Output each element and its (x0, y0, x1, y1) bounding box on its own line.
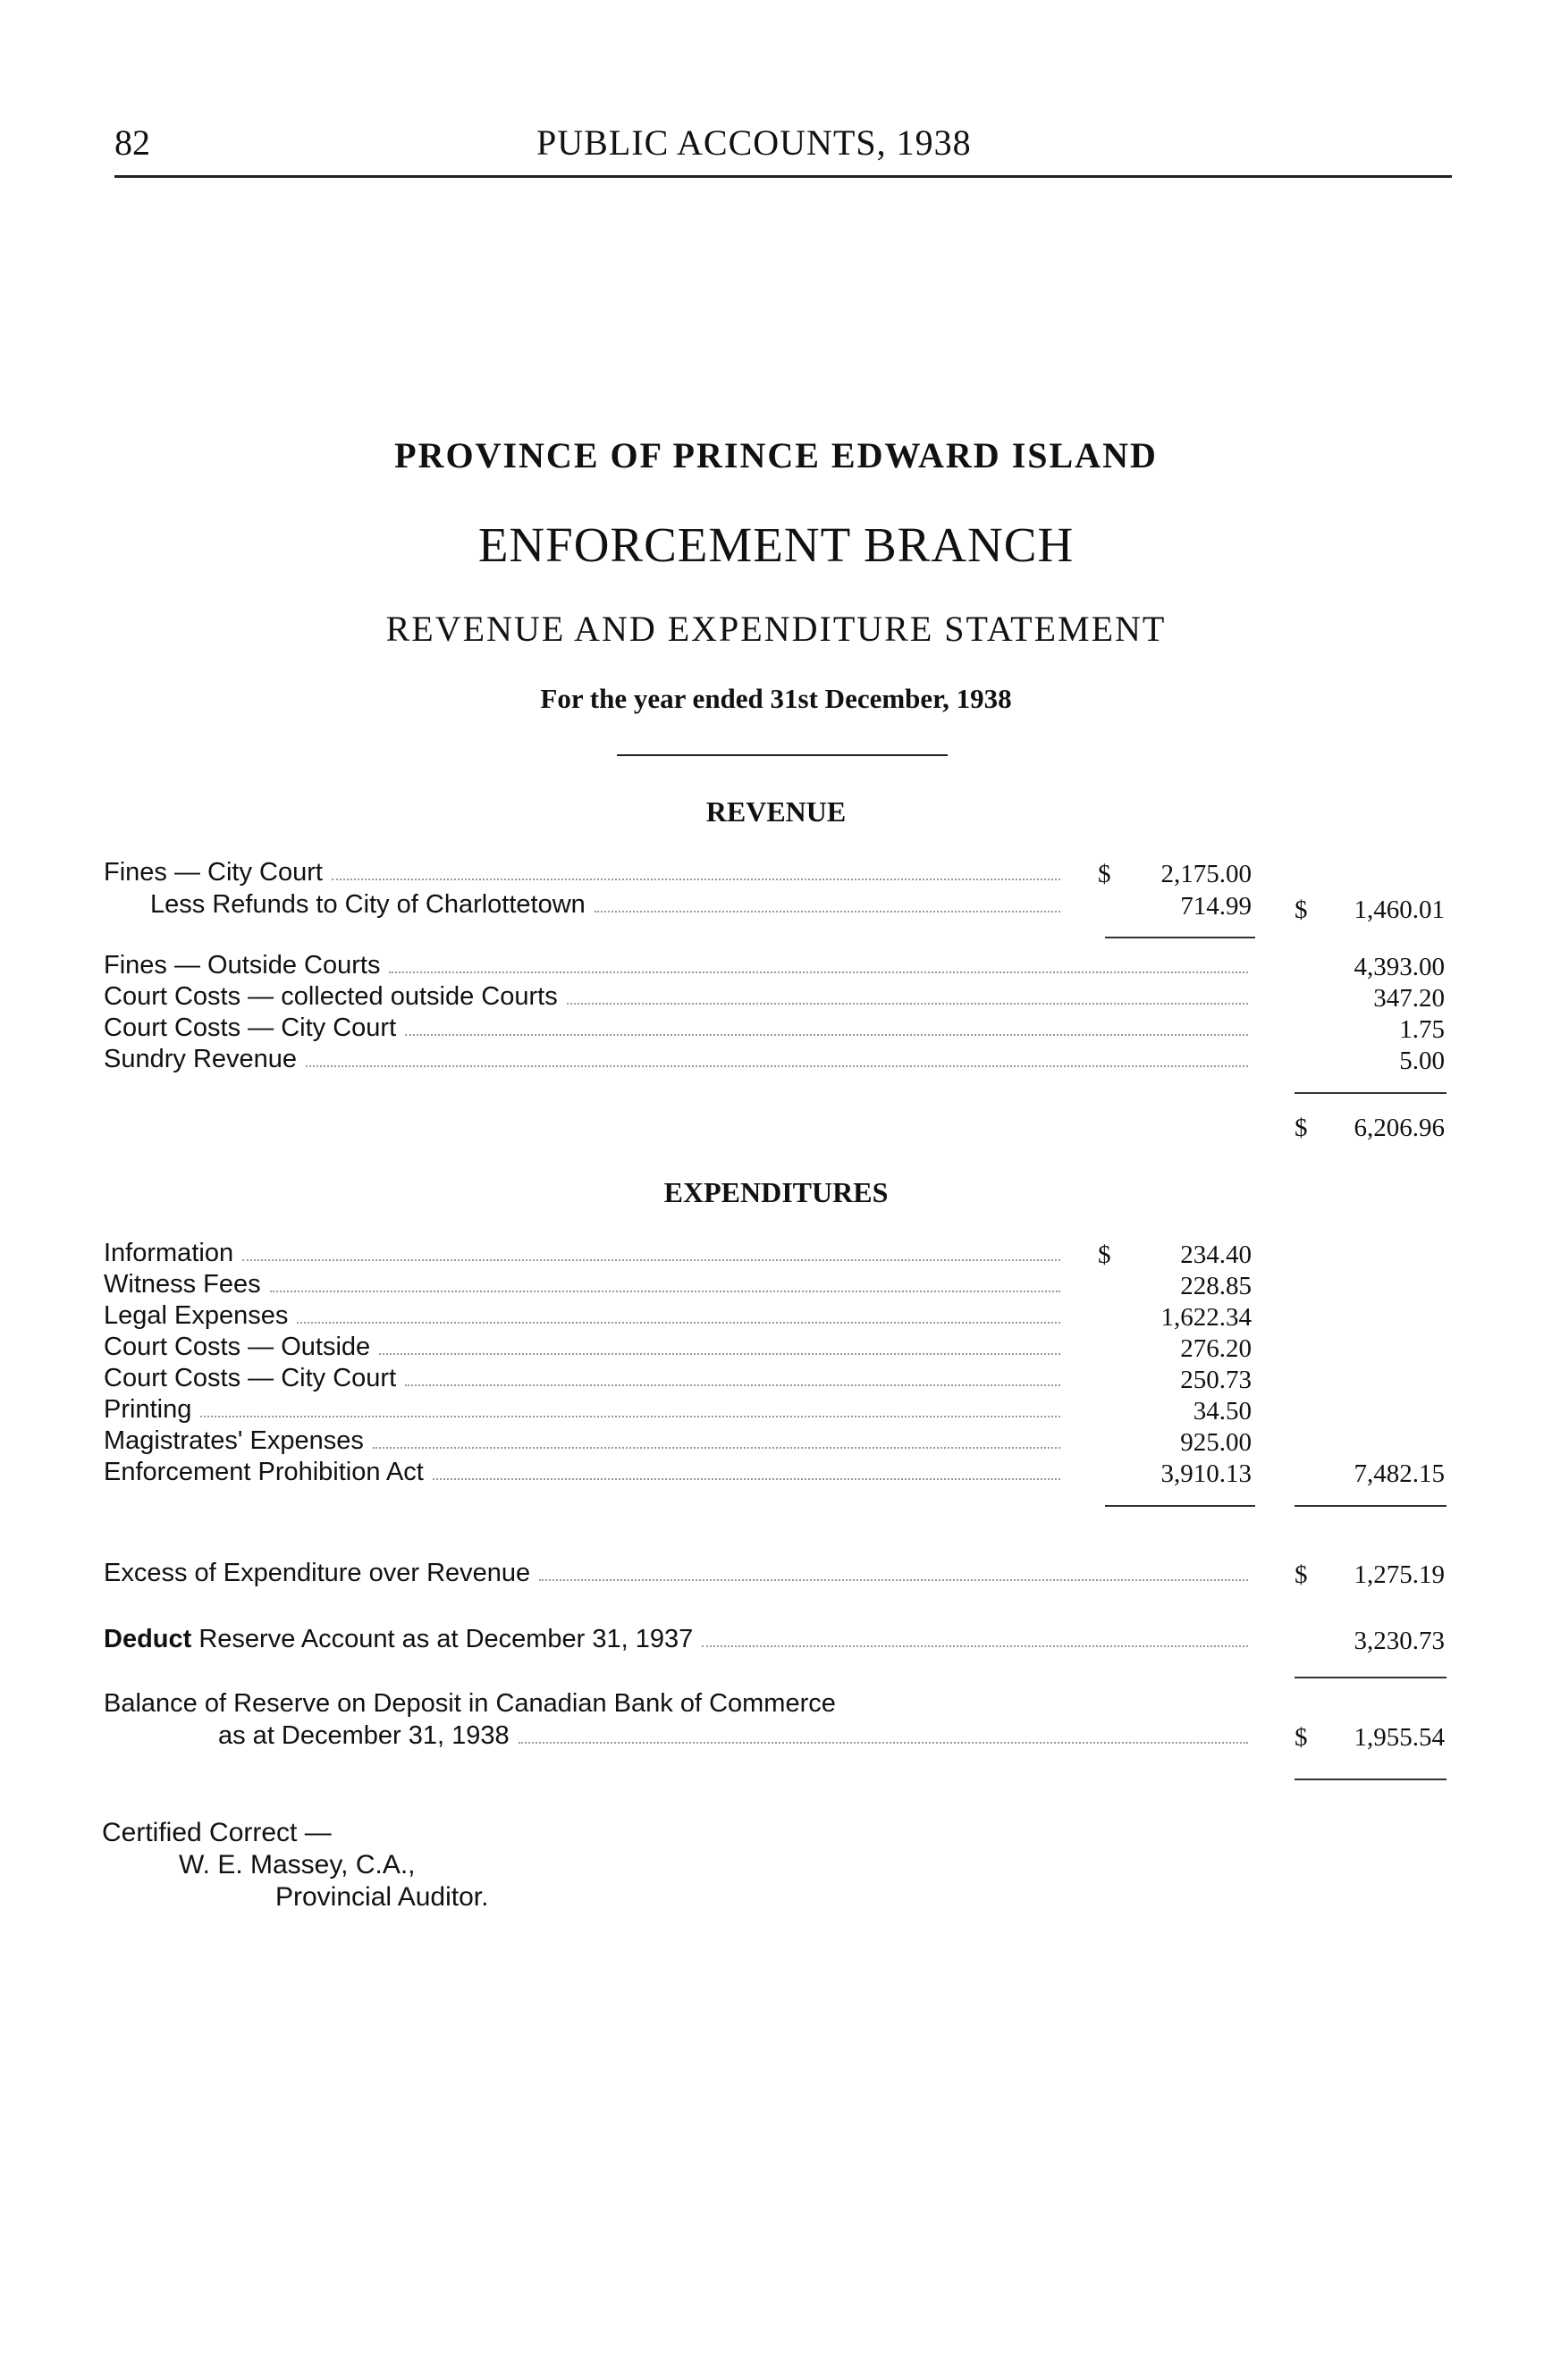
leader-dots (519, 1742, 1248, 1744)
amount-refunds: 714.99 (1180, 892, 1252, 921)
expenditure-row (104, 1395, 1069, 1427)
expenditures-total: 7,482.15 (1354, 1459, 1445, 1488)
deduct-keyword: Deduct (104, 1625, 192, 1653)
currency-symbol: $ (1295, 1114, 1308, 1142)
expenditure-amount: 234.40 (1180, 1240, 1252, 1269)
row-label: Court Costs — Outside (104, 1333, 371, 1361)
page-number: 82 (114, 122, 150, 163)
balance-label-line1 (104, 1689, 1087, 1721)
revenue-amount: 347.20 (1373, 984, 1445, 1013)
expenditure-row (104, 1458, 1069, 1490)
revenue-row-city-court (104, 858, 1069, 890)
row-label: as at December 31, 1938 (218, 1721, 510, 1750)
row-label: Court Costs — City Court (104, 1013, 397, 1042)
expenditure-row (104, 1301, 1069, 1333)
balance-row (218, 1721, 1257, 1753)
row-label: Witness Fees (104, 1270, 261, 1299)
revenue-total: 6,206.96 (1354, 1114, 1445, 1142)
leader-dots (200, 1416, 1060, 1417)
revenue-amount: 1.75 (1399, 1015, 1445, 1044)
deduct-description: Reserve Account as at December 31, 1937 (198, 1625, 694, 1653)
balance-amount: 1,955.54 (1354, 1723, 1445, 1752)
leader-dots (379, 1353, 1060, 1355)
expenditure-row (104, 1426, 1069, 1459)
expenditure-amount: 3,910.13 (1160, 1459, 1252, 1488)
revenue-row (104, 951, 1257, 983)
subtotal-rule (1295, 1677, 1447, 1678)
expenditure-amount: 925.00 (1180, 1428, 1252, 1457)
expenditure-amount: 34.50 (1193, 1397, 1252, 1425)
leader-dots (539, 1579, 1248, 1581)
currency-symbol: $ (1098, 860, 1111, 888)
row-label (104, 1625, 693, 1654)
province-title: PROVINCE OF PRINCE EDWARD ISLAND (394, 435, 1158, 475)
leader-dots (405, 1034, 1248, 1036)
leader-dots (270, 1291, 1060, 1292)
final-rule (1295, 1779, 1447, 1780)
row-label: Fines — City Court (104, 858, 323, 887)
expenditure-amount: 1,622.34 (1160, 1303, 1252, 1332)
excess-amount: 1,275.19 (1354, 1560, 1445, 1589)
expenditure-amount: 228.85 (1180, 1272, 1252, 1300)
currency-symbol: $ (1098, 1240, 1111, 1269)
certified-correct: Certified Correct — (102, 1818, 332, 1847)
leader-dots (373, 1447, 1060, 1449)
row-label: Printing (104, 1395, 192, 1424)
header-rule (114, 175, 1452, 178)
subtotal-rule (1105, 1505, 1255, 1507)
leader-dots (297, 1322, 1060, 1324)
title-divider (617, 754, 948, 756)
row-label: Enforcement Prohibition Act (104, 1458, 424, 1486)
leader-dots (332, 879, 1060, 880)
revenue-row (104, 1013, 1257, 1046)
expenditure-row (104, 1333, 1069, 1365)
row-label: Information (104, 1239, 234, 1267)
leader-dots (595, 911, 1060, 912)
expenditure-amount: 250.73 (1180, 1366, 1252, 1394)
revenue-amount: 4,393.00 (1354, 953, 1445, 981)
row-label: Court Costs — collected outside Courts (104, 982, 558, 1011)
subtotal-rule (1105, 937, 1255, 938)
revenue-heading: REVENUE (705, 795, 847, 828)
leader-dots (567, 1003, 1248, 1005)
leader-dots (389, 971, 1248, 973)
currency-symbol: $ (1295, 1723, 1308, 1752)
row-label: Excess of Expenditure over Revenue (104, 1559, 531, 1587)
row-label: Court Costs — City Court (104, 1364, 397, 1392)
leader-dots (433, 1478, 1060, 1480)
currency-symbol: $ (1295, 1560, 1308, 1589)
leader-dots (306, 1065, 1248, 1067)
revenue-row-refunds (150, 890, 1069, 922)
expenditure-row (104, 1364, 1069, 1396)
revenue-amount: 5.00 (1399, 1047, 1445, 1075)
amount-net-city-fines: 1,460.01 (1354, 896, 1445, 924)
deduct-amount: 3,230.73 (1354, 1627, 1445, 1655)
currency-symbol: $ (1295, 896, 1308, 924)
statement-title: REVENUE AND EXPENDITURE STATEMENT (385, 609, 1167, 649)
leader-dots (405, 1384, 1060, 1386)
revenue-row (104, 982, 1257, 1014)
row-label: Balance of Reserve on Deposit in Canadian Bank of Commerce (104, 1689, 836, 1718)
auditor-title: Provincial Auditor. (275, 1882, 489, 1912)
revenue-row (104, 1045, 1257, 1077)
running-title: PUBLIC ACCOUNTS, 1938 (536, 122, 972, 163)
expenditures-heading: EXPENDITURES (663, 1176, 889, 1208)
row-label: Fines — Outside Courts (104, 951, 381, 980)
expenditure-row (104, 1239, 1069, 1271)
leader-dots (702, 1645, 1248, 1647)
amount-city-court-fines: 2,175.00 (1160, 860, 1252, 888)
expenditure-amount: 276.20 (1180, 1334, 1252, 1363)
row-label: Less Refunds to City of Charlottetown (150, 890, 586, 919)
period-subtitle: For the year ended 31st December, 1938 (540, 683, 1012, 714)
deduct-row (104, 1625, 1257, 1657)
total-rule (1295, 1092, 1447, 1094)
excess-row (104, 1559, 1257, 1591)
leader-dots (242, 1259, 1060, 1261)
row-label: Legal Expenses (104, 1301, 289, 1330)
expenditure-row (104, 1270, 1069, 1302)
row-label: Magistrates' Expenses (104, 1426, 364, 1455)
total-rule (1295, 1505, 1447, 1507)
auditor-name: W. E. Massey, C.A., (179, 1850, 416, 1880)
branch-title: ENFORCEMENT BRANCH (477, 517, 1075, 572)
row-label: Sundry Revenue (104, 1045, 298, 1073)
